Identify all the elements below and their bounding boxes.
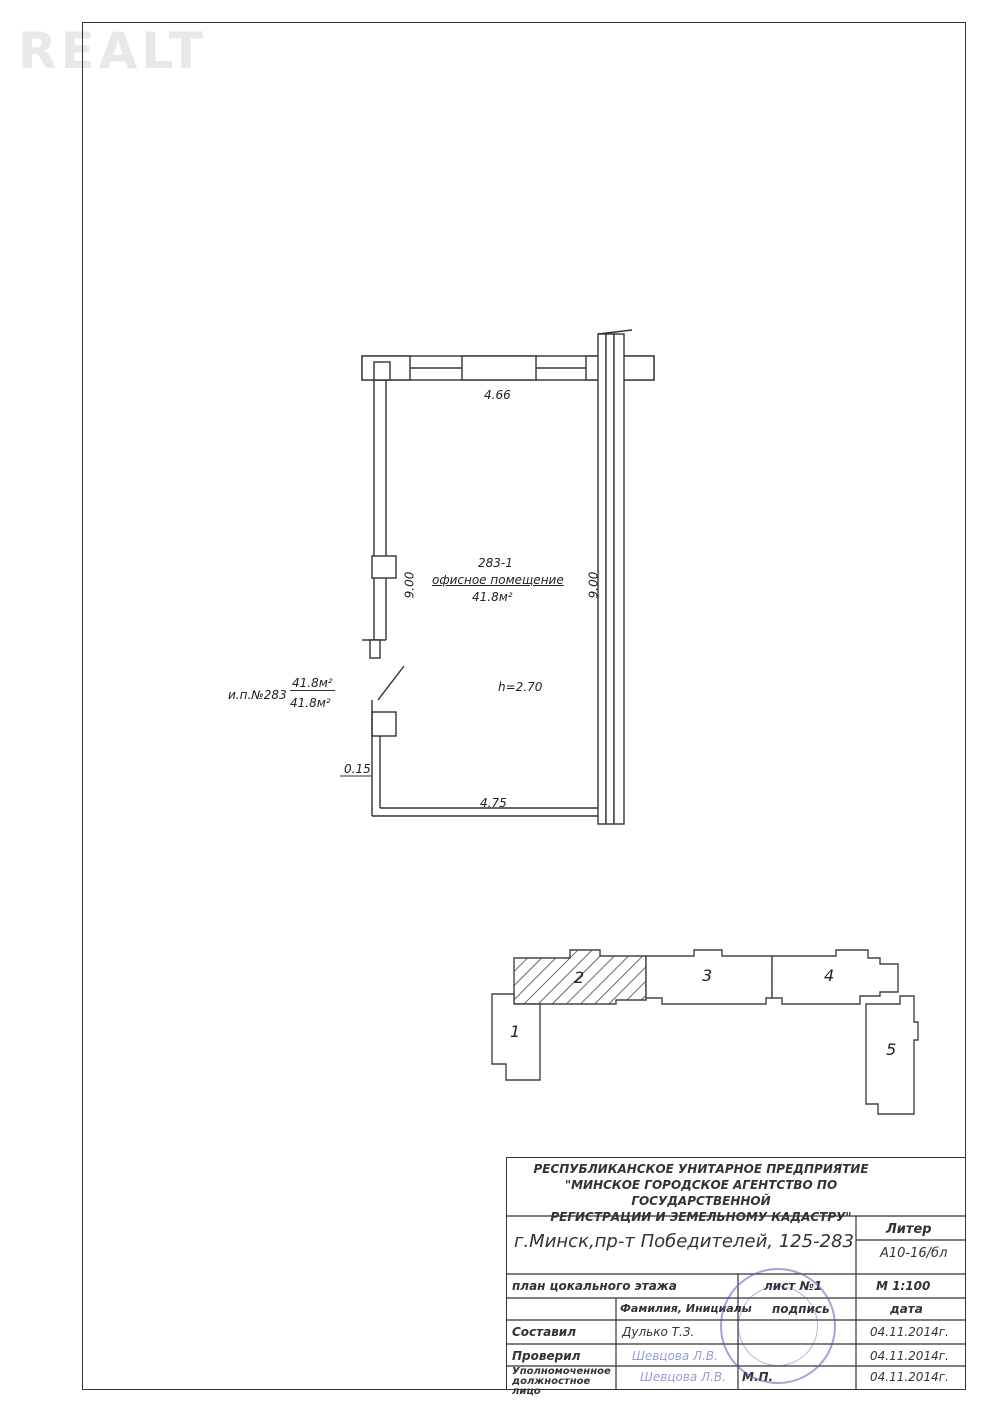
row-date-compiled: 04.11.2014г.	[870, 1325, 949, 1339]
col-sign-header: подпись	[772, 1302, 830, 1316]
room-area: 41.8м²	[472, 590, 513, 604]
dimension-right: 9.00	[586, 571, 601, 599]
unit-area-living: 41.8м²	[290, 696, 331, 710]
room-number: 283-1	[478, 556, 513, 570]
dimension-top: 4.66	[484, 388, 511, 402]
row-name-checked: Шевцова Л.В.	[632, 1349, 718, 1363]
col-name-header: Фамилия, Инициалы	[620, 1302, 752, 1315]
key-section-2: 2	[574, 968, 585, 987]
key-section-1: 1	[510, 1022, 521, 1041]
key-section-4: 4	[824, 966, 835, 985]
plan-label: план цокального этажа	[512, 1279, 677, 1293]
row-date-official: 04.11.2014г.	[870, 1370, 949, 1384]
ceiling-height: h=2.70	[498, 680, 543, 694]
org-line-2: "МИНСКОЕ ГОРОДСКОЕ АГЕНТСТВО ПО ГОСУДАРСТВЕННОЙ	[564, 1178, 838, 1208]
row-role-compiled: Составил	[512, 1325, 577, 1339]
dimension-left: 9.00	[402, 571, 417, 599]
key-section-5: 5	[886, 1040, 897, 1059]
row-role-official: Уполномоченное должностное лицо	[512, 1366, 611, 1397]
room-name: офисное помещение	[432, 573, 564, 587]
property-address: г.Минск,пр-т Победителей, 125-283	[514, 1231, 854, 1252]
org-line-3: РЕГИСТРАЦИИ И ЗЕМЕЛЬНОМУ КАДАСТРУ"	[550, 1210, 852, 1224]
organization-name	[506, 1161, 896, 1225]
realt-watermark: REALT	[18, 22, 208, 80]
unit-area-total: 41.8м²	[292, 676, 333, 690]
dimension-bottom: 4.75	[480, 796, 507, 810]
liter-label: Литер	[886, 1222, 932, 1237]
stamp-mark: М.П.	[742, 1370, 774, 1384]
liter-value: А10-16/бл	[880, 1246, 948, 1261]
row-role-checked: Проверил	[512, 1349, 581, 1363]
scale-label: М 1:100	[876, 1279, 931, 1293]
official-stamp-inner	[738, 1286, 818, 1366]
row-name-compiled: Дулько Т.З.	[622, 1325, 695, 1339]
dimension-wall: 0.15	[344, 762, 371, 776]
row-date-checked: 04.11.2014г.	[870, 1349, 949, 1363]
row-name-official: Шевцова Л.В.	[640, 1370, 726, 1384]
org-line-1: РЕСПУБЛИКАНСКОЕ УНИТАРНОЕ ПРЕДПРИЯТИЕ	[533, 1162, 869, 1176]
key-section-3: 3	[702, 966, 713, 985]
col-date-header: дата	[890, 1302, 923, 1316]
sheet-label: лист №1	[764, 1279, 823, 1293]
unit-label: и.п.№283	[228, 688, 287, 702]
